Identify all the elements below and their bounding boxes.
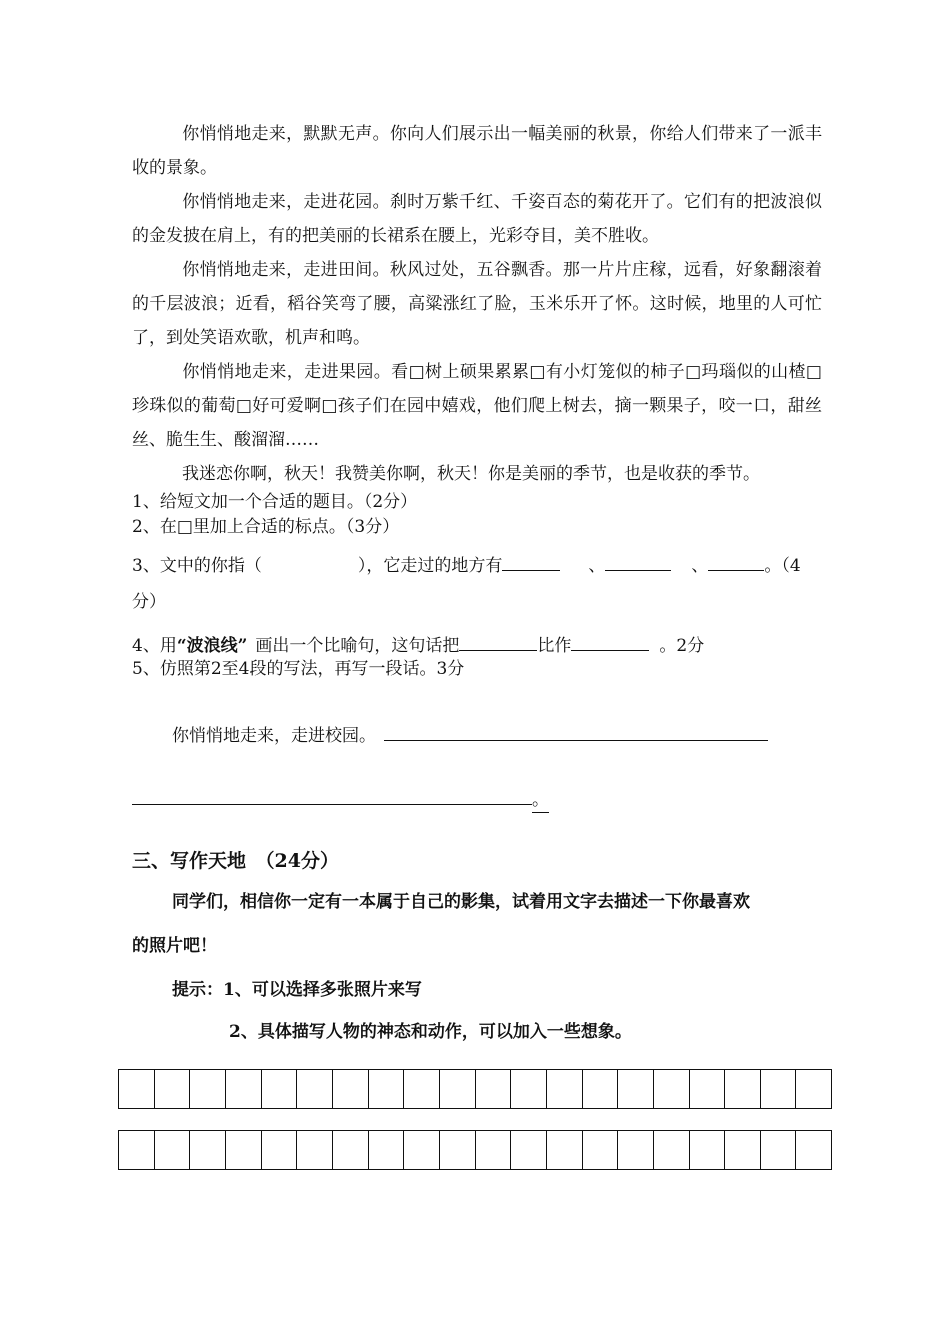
paragraph-text: 你悄悄地走来，走进花园。刹时万紫千红、千姿百态的菊花开了。它们有的把波浪似的金发披在肩上，有的把美丽的长裙系在腰上，光彩夺目，美不胜收。: [132, 192, 822, 246]
grid-cell[interactable]: [725, 1070, 761, 1108]
writing-instruction-line-2: 的照片吧！: [132, 936, 217, 956]
grid-cell[interactable]: [190, 1131, 226, 1169]
grid-cell[interactable]: [333, 1131, 369, 1169]
question-4: [132, 632, 704, 658]
grid-cell[interactable]: [119, 1070, 155, 1108]
answer-line[interactable]: [132, 786, 532, 805]
grid-cell[interactable]: [511, 1131, 547, 1169]
grid-cell[interactable]: [690, 1070, 726, 1108]
section-heading: 三、写作天地 （24分）: [132, 850, 339, 872]
question-5-prompt: 你悄悄地走来，走进校园。: [172, 726, 376, 746]
question-3-continued: 分）: [132, 592, 166, 612]
grid-cell[interactable]: [690, 1131, 726, 1169]
grid-cell[interactable]: [262, 1131, 298, 1169]
question-5-end-mark: 。: [532, 788, 549, 813]
grid-cell[interactable]: [297, 1131, 333, 1169]
grid-cell[interactable]: [226, 1131, 262, 1169]
paragraph-text: 你悄悄地走来，走进田间。秋风过处，五谷飘香。那一片片庄稼，远看，好象翻滚着的千层波浪；近看，稻谷笑弯了腰，高粱涨红了脸，玉米乐开了怀。这时候，地里的人可忙了，到处笑语欢歌，机声和鸣。: [132, 260, 822, 348]
grid-cell[interactable]: [369, 1070, 405, 1108]
grid-cell[interactable]: [440, 1131, 476, 1169]
grid-cell[interactable]: [583, 1131, 619, 1169]
grid-cell[interactable]: [583, 1070, 619, 1108]
grid-cell[interactable]: [297, 1070, 333, 1108]
paragraph-text: 我迷恋你啊，秋天！我赞美你啊，秋天！你是美丽的季节，也是收获的季节。: [182, 464, 760, 484]
grid-cell[interactable]: [725, 1131, 761, 1169]
passage-paragraph-3: [132, 253, 822, 355]
paragraph-text: 你悄悄地走来，默默无声。你向人们展示出一幅美丽的秋景，你给人们带来了一派丰收的景象。: [132, 124, 822, 178]
question-3-text: 3、文中的你指（: [132, 556, 262, 576]
question-4-text: 比作: [537, 636, 572, 656]
grid-cell[interactable]: [262, 1070, 298, 1108]
question-2: 2、在□里加上合适的标点。（3分）: [132, 517, 400, 537]
grid-cell[interactable]: [654, 1070, 690, 1108]
grid-cell[interactable]: [547, 1070, 583, 1108]
grid-cell[interactable]: [796, 1070, 831, 1108]
answer-blank[interactable]: [262, 553, 358, 571]
question-3-text: 。（4: [764, 556, 801, 576]
passage-paragraph-1: [132, 117, 822, 185]
grid-cell[interactable]: [155, 1070, 191, 1108]
passage-paragraph-2: [132, 185, 822, 253]
grid-cell[interactable]: [119, 1131, 155, 1169]
question-4-text: 画出一个比喻句，这句话把: [255, 636, 460, 656]
answer-blank[interactable]: [459, 632, 537, 651]
question-4-text: 4、用: [132, 636, 177, 656]
grid-cell[interactable]: [618, 1131, 654, 1169]
passage-paragraph-4: [132, 355, 822, 457]
grid-cell[interactable]: [476, 1070, 512, 1108]
hint-2: 2、具体描写人物的神态和动作，可以加入一些想象。: [229, 1022, 632, 1042]
grid-cell[interactable]: [761, 1131, 797, 1169]
grid-cell[interactable]: [796, 1131, 831, 1169]
question-3-text: 、: [691, 556, 709, 576]
question-5-answer-line-2: [132, 786, 549, 813]
wavy-line-label: “波浪线”: [176, 636, 248, 656]
question-1: 1、给短文加一个合适的题目。（2分）: [132, 492, 418, 512]
grid-cell[interactable]: [761, 1070, 797, 1108]
grid-cell[interactable]: [511, 1070, 547, 1108]
writing-grid-row[interactable]: [118, 1130, 832, 1170]
question-3: [132, 552, 801, 578]
grid-cell[interactable]: [369, 1131, 405, 1169]
grid-cell[interactable]: [654, 1131, 690, 1169]
answer-blank[interactable]: [708, 552, 764, 571]
grid-cell[interactable]: [476, 1131, 512, 1169]
passage-paragraph-5: [132, 457, 822, 491]
question-4-text: 。2分: [659, 636, 705, 656]
grid-cell[interactable]: [404, 1070, 440, 1108]
grid-cell[interactable]: [547, 1131, 583, 1169]
answer-blank[interactable]: [571, 632, 649, 651]
answer-blank[interactable]: [605, 552, 671, 571]
answer-line[interactable]: [384, 722, 768, 741]
question-3-text: ），它走过的地方有: [357, 556, 503, 576]
grid-cell[interactable]: [333, 1070, 369, 1108]
question-3-text: 、: [588, 556, 606, 576]
hint-1: 提示：1、可以选择多张照片来写: [172, 980, 422, 1000]
writing-instruction-line-1: 同学们，相信你一定有一本属于自己的影集，试着用文字去描述一下你最喜欢: [172, 892, 750, 912]
grid-cell[interactable]: [440, 1070, 476, 1108]
writing-grid-row[interactable]: [118, 1069, 832, 1109]
question-5-answer-line-1: [172, 722, 768, 748]
grid-cell[interactable]: [155, 1131, 191, 1169]
grid-cell[interactable]: [190, 1070, 226, 1108]
grid-cell[interactable]: [618, 1070, 654, 1108]
answer-blank[interactable]: [502, 552, 560, 571]
question-5: 5、仿照第2至4段的写法，再写一段话。3分: [132, 659, 465, 679]
grid-cell[interactable]: [226, 1070, 262, 1108]
grid-cell[interactable]: [404, 1131, 440, 1169]
paragraph-text: 你悄悄地走来，走进果园。看□树上硕果累累□有小灯笼似的柿子□玛瑙似的山楂□珍珠似的葡萄□好可爱啊□孩子们在园中嬉戏，他们爬上树去，摘一颗果子，咬一口，甜丝丝、脆生生、酸溜溜……: [132, 362, 822, 450]
